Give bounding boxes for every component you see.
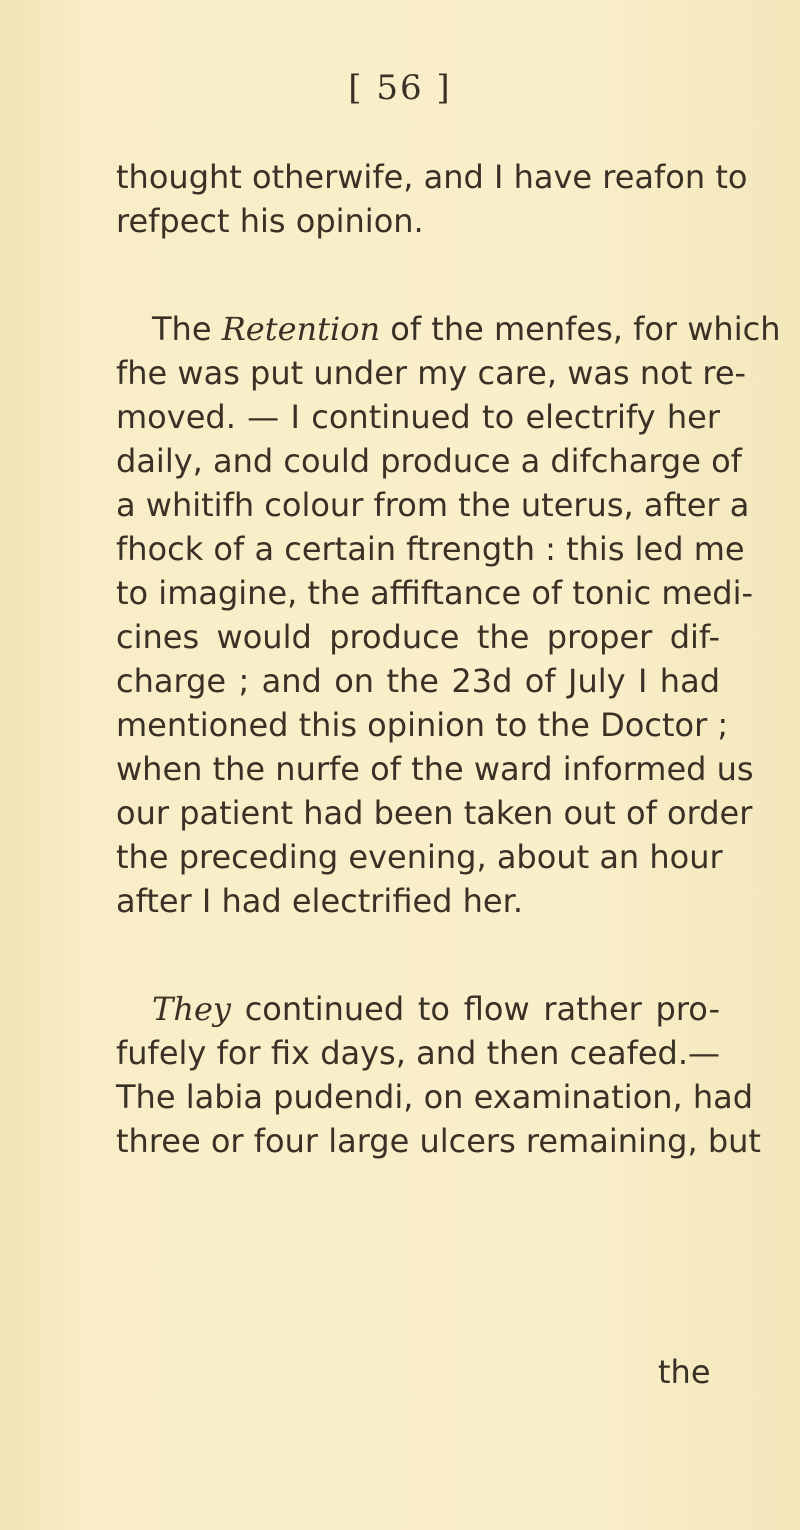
paragraph-first-line bbox=[116, 987, 720, 1031]
text-line: after I had electrified her. bbox=[116, 882, 523, 920]
line-remainder: continued to flow rather pro- bbox=[244, 990, 721, 1028]
text-line: the preceding evening, about an hour bbox=[116, 838, 723, 876]
paragraph-first-line bbox=[116, 307, 781, 351]
text-line: moved. — I continued to electrify her bbox=[116, 398, 720, 436]
text-line: The labia pudendi, on examination, had bbox=[116, 1078, 754, 1116]
text-line: fhe was put under my care, was not re- bbox=[116, 354, 747, 392]
text-line: thought otherwife, and I have reafon to bbox=[116, 158, 748, 196]
paragraph-opening-word: The bbox=[152, 310, 212, 348]
text-line: charge ; and on the 23d of July I had bbox=[116, 662, 720, 700]
paragraph-gap bbox=[116, 923, 720, 987]
text-line: cines would produce the proper dif- bbox=[116, 618, 720, 656]
text-line: daily, and could produce a difcharge of bbox=[116, 442, 742, 480]
text-line: mentioned this opinion to the Doctor ; bbox=[116, 706, 729, 744]
catchword: the bbox=[658, 1353, 711, 1391]
body-text bbox=[116, 155, 781, 1163]
text-line: when the nurfe of the ward informed us bbox=[116, 750, 754, 788]
paragraph-gap bbox=[116, 243, 720, 307]
text-line: fufely for fix days, and then ceafed.— bbox=[116, 1034, 720, 1072]
text-line: a whitifh colour from the uterus, after a bbox=[116, 486, 750, 524]
italic-term: Retention bbox=[221, 310, 381, 348]
text-line: to imagine, the affiftance of tonic medi- bbox=[116, 574, 753, 612]
text-line: refpect his opinion. bbox=[116, 202, 424, 240]
text-line: three or four large ulcers remaining, but bbox=[116, 1122, 761, 1160]
line-remainder: of the menfes, for which bbox=[390, 310, 781, 348]
italic-term: They bbox=[152, 990, 231, 1028]
page-number: [ 56 ] bbox=[348, 68, 452, 108]
text-line: our patient had been taken out of order bbox=[116, 794, 753, 832]
text-line: fhock of a certain ftrength : this led me bbox=[116, 530, 745, 568]
